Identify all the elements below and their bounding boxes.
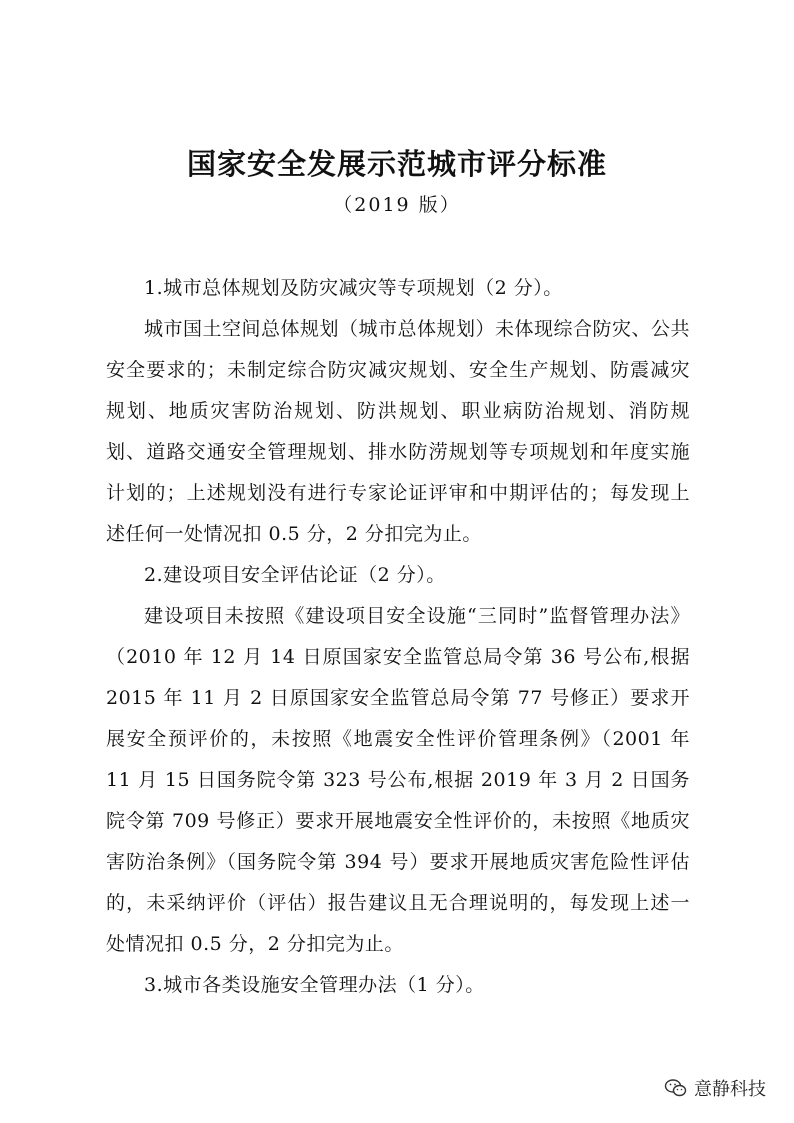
watermark (664, 1075, 766, 1101)
document-body (106, 268, 690, 1006)
section-body-1: 城市国土空间总体规划（城市总体规划）未体现综合防灾、公共安全要求的；未制定综合防灾减灾规划、安全生产规划、防震减灾规划、地质灾害防治规划、防洪规划、职业病防治规划、消防规划、道路交通安全管理规划、排水防涝规划等专项规划和年度实施计划的；上述规划没有进行专家论证评审和中期评估的；每发现上述任何一处情况扣 0.5 分，2 分扣完为止。 (106, 318, 691, 545)
section-body-2: 建设项目未按照《建设项目安全设施“三同时”监督管理办法》（2010 年 12 月 14 日原国家安全监管总局令第 36 号公布,根据 2015 年 11 月 2 日原国家安全监管总局令第 77 号修正）要求开展安全预评价的，未按照《地震安全性评价管理条例》（2001 年 11 月 15 日国务院令第 323 号公布,根据 2019 年 3 月 2 日国务院令第 709 号修正）要求开展地震安全性评价的，未按照《地质灾害防治条例》（国务院令第 394 号）要求开展地质灾害危险性评估的，未采纳评价（评估）报告建议且无合理说明的，每发现上述一处情况扣 0.5 分，2 分扣完为止。 (106, 605, 690, 955)
wechat-icon (664, 1078, 688, 1098)
watermark-text: 意静科技 (694, 1079, 766, 1100)
section-heading-3: 3.城市各类设施安全管理办法（1 分）。 (144, 974, 485, 996)
section-heading-1: 1.城市总体规划及防灾减灾等专项规划（2 分）。 (144, 277, 563, 299)
document-title: 国家安全发展示范城市评分标准 (186, 147, 607, 181)
document-edition: （2019 版） (333, 194, 461, 216)
section-heading-2: 2.建设项目安全评估论证（2 分）。 (144, 564, 446, 586)
